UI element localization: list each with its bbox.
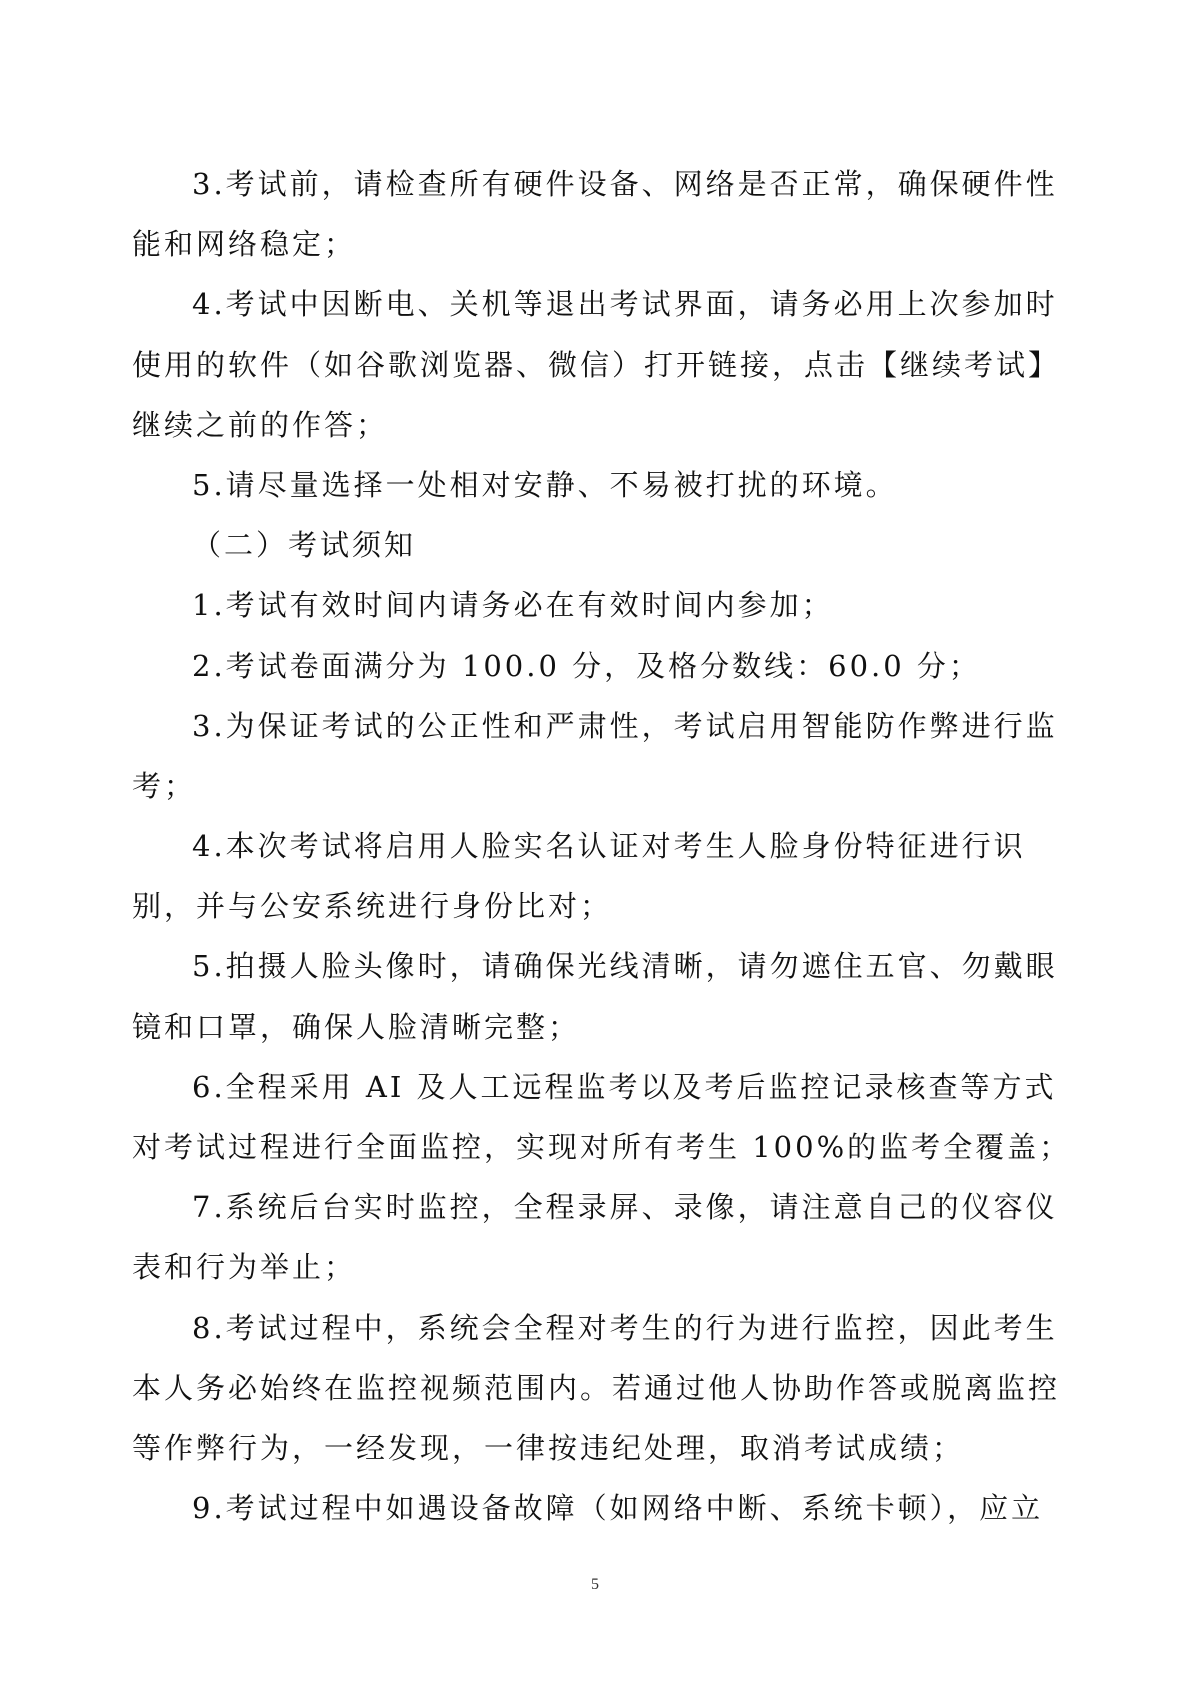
text-line: 5.拍摄人脸头像时，请确保光线清晰，请勿遮住五官、勿戴眼 bbox=[192, 949, 1058, 984]
body-text bbox=[132, 154, 1072, 1538]
text-line: 4.考试中因断电、关机等退出考试界面，请务必用上次参加时 bbox=[192, 287, 1058, 322]
section-heading: （二）考试须知 bbox=[192, 528, 417, 563]
text-line: 考； bbox=[132, 768, 197, 803]
text-line: 2.考试卷面满分为 100.0 分，及格分数线：60.0 分； bbox=[192, 648, 981, 683]
text-line: 别，并与公安系统进行身份比对； bbox=[132, 889, 613, 924]
page-number: 5 bbox=[591, 1576, 599, 1593]
text-line: 继续之前的作答； bbox=[132, 407, 389, 442]
text-line: 镜和口罩，确保人脸清晰完整； bbox=[132, 1009, 581, 1044]
text-line: 3.为保证考试的公正性和严肃性，考试启用智能防作弊进行监 bbox=[192, 708, 1058, 743]
text-line: 表和行为举止； bbox=[132, 1250, 357, 1285]
text-line: 8.考试过程中，系统会全程对考生的行为进行监控，因此考生 bbox=[192, 1310, 1058, 1345]
text-line: 对考试过程进行全面监控，实现对所有考生 100%的监考全覆盖； bbox=[132, 1130, 1072, 1164]
text-line: 6.全程采用 AI 及人工远程监考以及考后监控记录核查等方式 bbox=[192, 1069, 1057, 1104]
text-line: 能和网络稳定； bbox=[132, 227, 357, 262]
text-line: 5.请尽量选择一处相对安静、不易被打扰的环境。 bbox=[192, 467, 898, 502]
text-line: 本人务必始终在监控视频范围内。若通过他人协助作答或脱离监控 bbox=[132, 1370, 1061, 1405]
text-line: 3.考试前，请检查所有硬件设备、网络是否正常，确保硬件性 bbox=[192, 167, 1058, 201]
text-line: 使用的软件（如谷歌浏览器、微信）打开链接，点击【继续考试】 bbox=[132, 347, 1061, 382]
text-line: 1.考试有效时间内请务必在有效时间内参加； bbox=[192, 588, 834, 623]
text-line: 7.系统后台实时监控，全程录屏、录像，请注意自己的仪容仪 bbox=[192, 1190, 1058, 1225]
text-line: 4.本次考试将启用人脸实名认证对考生人脸身份特征进行识 bbox=[192, 829, 1026, 864]
text-line: 9.考试过程中如遇设备故障（如网络中断、系统卡顿），应立 bbox=[192, 1491, 1044, 1526]
text-line: 等作弊行为，一经发现，一律按违纪处理，取消考试成绩； bbox=[132, 1430, 965, 1465]
